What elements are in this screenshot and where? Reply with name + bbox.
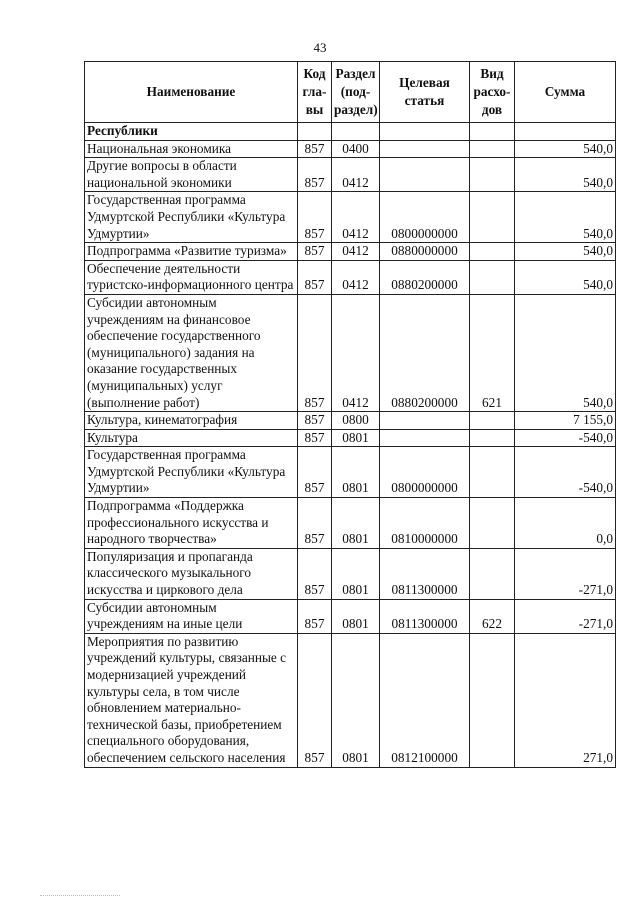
cell-chapter: 857 bbox=[298, 447, 332, 498]
cell-name: Государственная программа Удмуртской Республики «Культура Удмуртии» bbox=[85, 447, 298, 498]
cell-section: 0800 bbox=[332, 412, 380, 430]
table-row bbox=[85, 548, 616, 599]
cell-sum: 540,0 bbox=[515, 192, 616, 243]
cell-name: Подпрограмма «Поддержка профессионального искусства и народного творчества» bbox=[85, 498, 298, 549]
cell-section: 0412 bbox=[332, 192, 380, 243]
cell-kind bbox=[470, 158, 515, 192]
header-target: Целевая статья bbox=[380, 62, 470, 123]
cell-sum: -271,0 bbox=[515, 548, 616, 599]
table-row bbox=[85, 498, 616, 549]
cell-name: Другие вопросы в области национальной экономики bbox=[85, 158, 298, 192]
cell-sum: 540,0 bbox=[515, 158, 616, 192]
table-row bbox=[85, 243, 616, 261]
header-kind: Вид расхо- дов bbox=[470, 62, 515, 123]
cell-kind bbox=[470, 498, 515, 549]
cell-name: Культура bbox=[85, 429, 298, 447]
cell-sum: -271,0 bbox=[515, 599, 616, 633]
cell-sum: 540,0 bbox=[515, 140, 616, 158]
header-section: Раздел (под- раздел) bbox=[332, 62, 380, 123]
cell-kind bbox=[470, 548, 515, 599]
cell-section: 0412 bbox=[332, 243, 380, 261]
cell-name: Мероприятия по развитию учреждений культуры, связанные с модернизацией учреждений культуры села, в том числе обновлением материально-технической базы, приобретением специального оборудования, обеспечением сельского населения bbox=[85, 633, 298, 767]
cell-chapter: 857 bbox=[298, 243, 332, 261]
cell-chapter: 857 bbox=[298, 633, 332, 767]
cell-target: 0800000000 bbox=[380, 192, 470, 243]
cell-chapter: 857 bbox=[298, 498, 332, 549]
cell-sum: -540,0 bbox=[515, 447, 616, 498]
cell-kind bbox=[470, 140, 515, 158]
cell-section: 0412 bbox=[332, 260, 380, 294]
table-row bbox=[85, 158, 616, 192]
cell-sum: 0,0 bbox=[515, 498, 616, 549]
cell-target: 0880200000 bbox=[380, 260, 470, 294]
cell-section: 0801 bbox=[332, 599, 380, 633]
cell-target bbox=[380, 412, 470, 430]
cell-name: Подпрограмма «Развитие туризма» bbox=[85, 243, 298, 261]
cell-name: Национальная экономика bbox=[85, 140, 298, 158]
cell-target bbox=[380, 140, 470, 158]
cell-target: 0812100000 bbox=[380, 633, 470, 767]
table-row bbox=[85, 633, 616, 767]
section-title-row bbox=[85, 123, 616, 141]
cell-section: 0400 bbox=[332, 140, 380, 158]
cell-name: Популяризация и пропаганда классического музыкального искусства и циркового дела bbox=[85, 548, 298, 599]
cell-kind bbox=[470, 192, 515, 243]
footer-mark bbox=[40, 895, 120, 898]
table-header-row bbox=[85, 62, 616, 123]
cell-chapter: 857 bbox=[298, 429, 332, 447]
cell-sum: 540,0 bbox=[515, 294, 616, 411]
cell-kind bbox=[470, 412, 515, 430]
page-number: 43 bbox=[313, 40, 327, 55]
table-row bbox=[85, 447, 616, 498]
header-sum: Сумма bbox=[515, 62, 616, 123]
cell-kind bbox=[470, 260, 515, 294]
cell-name: Субсидии автономным учреждениям на финансовое обеспечение государственного (муниципального) задания на оказание государственных (муниципальных) услуг (выполнение работ) bbox=[85, 294, 298, 411]
cell-sum: 540,0 bbox=[515, 260, 616, 294]
cell-chapter: 857 bbox=[298, 412, 332, 430]
cell-target: 0800000000 bbox=[380, 447, 470, 498]
cell-sum: 7 155,0 bbox=[515, 412, 616, 430]
cell-target bbox=[380, 158, 470, 192]
table-row bbox=[85, 192, 616, 243]
cell-kind bbox=[470, 447, 515, 498]
table-row bbox=[85, 140, 616, 158]
cell-name: Обеспечение деятельности туристско-информационного центра bbox=[85, 260, 298, 294]
table-row bbox=[85, 429, 616, 447]
cell-chapter: 857 bbox=[298, 158, 332, 192]
cell-sum: -540,0 bbox=[515, 429, 616, 447]
cell-name: Субсидии автономным учреждениям на иные цели bbox=[85, 599, 298, 633]
table-row bbox=[85, 260, 616, 294]
cell-section: 0412 bbox=[332, 294, 380, 411]
cell-chapter: 857 bbox=[298, 294, 332, 411]
header-chapter-code: Код гла- вы bbox=[298, 62, 332, 123]
cell-section: 0801 bbox=[332, 498, 380, 549]
cell-target: 0811300000 bbox=[380, 548, 470, 599]
cell-name: Культура, кинематография bbox=[85, 412, 298, 430]
cell-name: Государственная программа Удмуртской Республики «Культура Удмуртии» bbox=[85, 192, 298, 243]
section-title: Республики bbox=[85, 123, 298, 141]
cell-chapter: 857 bbox=[298, 140, 332, 158]
cell-chapter: 857 bbox=[298, 192, 332, 243]
table-row bbox=[85, 599, 616, 633]
cell-sum: 271,0 bbox=[515, 633, 616, 767]
cell-kind bbox=[470, 429, 515, 447]
cell-sum: 540,0 bbox=[515, 243, 616, 261]
budget-table bbox=[84, 61, 616, 768]
cell-chapter: 857 bbox=[298, 599, 332, 633]
cell-target: 0810000000 bbox=[380, 498, 470, 549]
cell-kind bbox=[470, 243, 515, 261]
table-row bbox=[85, 412, 616, 430]
cell-kind: 622 bbox=[470, 599, 515, 633]
cell-kind: 621 bbox=[470, 294, 515, 411]
cell-chapter: 857 bbox=[298, 260, 332, 294]
cell-section: 0801 bbox=[332, 633, 380, 767]
cell-target: 0880200000 bbox=[380, 294, 470, 411]
cell-kind bbox=[470, 633, 515, 767]
cell-target: 0880000000 bbox=[380, 243, 470, 261]
table-row bbox=[85, 294, 616, 411]
cell-target: 0811300000 bbox=[380, 599, 470, 633]
cell-section: 0412 bbox=[332, 158, 380, 192]
cell-target bbox=[380, 429, 470, 447]
cell-section: 0801 bbox=[332, 447, 380, 498]
header-name: Наименование bbox=[85, 62, 298, 123]
cell-section: 0801 bbox=[332, 548, 380, 599]
cell-section: 0801 bbox=[332, 429, 380, 447]
cell-chapter: 857 bbox=[298, 548, 332, 599]
